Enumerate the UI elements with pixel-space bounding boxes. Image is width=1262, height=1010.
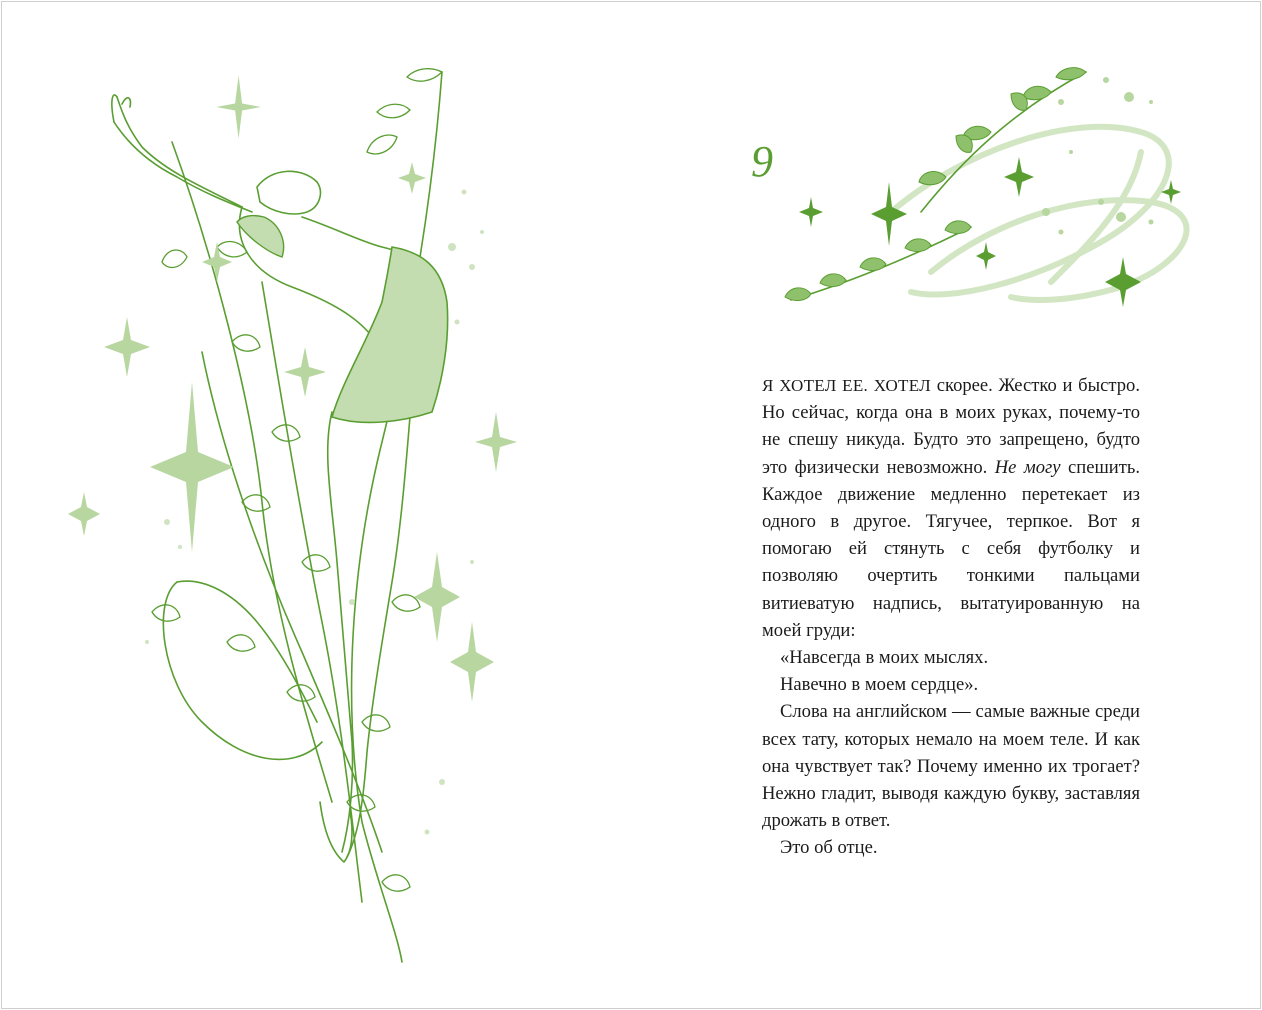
quote-line-2: Навечно в моем сердце». xyxy=(780,674,979,696)
ballerina-with-vines-illustration xyxy=(2,2,631,1008)
left-page xyxy=(2,2,631,1008)
paragraph-1 xyxy=(762,372,1140,644)
book-spread xyxy=(1,1,1261,1009)
right-page xyxy=(631,2,1260,1008)
body-text xyxy=(762,372,1140,862)
opening-caps: Я ХОТЕЛ ЕЕ. ХОТЕЛ xyxy=(762,376,931,395)
paragraph-1-part-a: скорее. Жестко и быстро. Но сейчас, когда она в моих руках, почему-то не спешу никуда. Будто это запрещено, будто это физически невозможно. xyxy=(762,375,1140,478)
paragraph-2: Слова на английском — самые важные среди всех тату, которых немало на моем теле. И как она чувствует так? Почему именно их трогает? Нежно гладит, выводя каждую букву, заставляя дрожать в ответ. xyxy=(762,701,1140,832)
paragraph-1-part-b: спешить. Каждое движение медленно перетекает из одного в другое. Тягучее, терпкое. Вот я помогаю ей стянуть с себя футболку и позволяю очертить тонкими пальцами витиеватую надпись, вытатуированную на моей груди: xyxy=(762,456,1141,641)
paragraph-3: Это об отце. xyxy=(780,837,878,859)
paragraph-1-italic: Не могу xyxy=(994,456,1061,478)
quote-line-1: «Навсегда в моих мыслях. xyxy=(780,647,989,669)
chapter-number: 9 xyxy=(751,137,773,186)
